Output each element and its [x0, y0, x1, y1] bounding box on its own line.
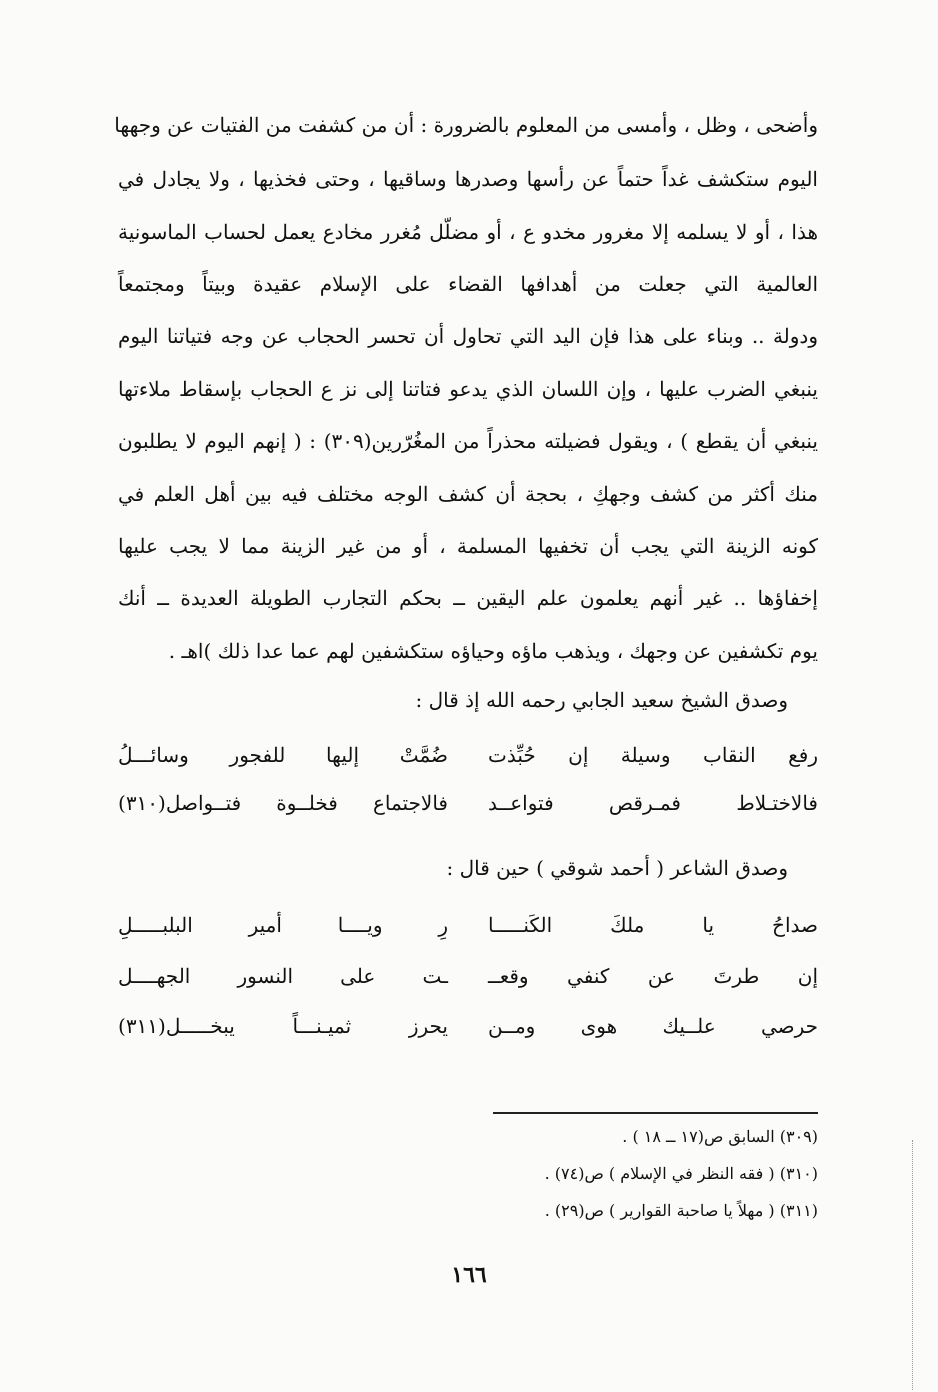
verse-second-hemistich: ضُمَّتْ إليها للفجور وسائـــلُ — [118, 743, 448, 767]
verse-row — [118, 1003, 818, 1049]
text-line: ينبغي أن يقطع ) ، ويقول فضيلته محذراً من المغُرّرين(٣٠٩) : ( إنهم اليوم لا يطلبون — [118, 429, 818, 453]
text-line: اليوم ستكشف غداً حتماً عن رأسها وصدرها وساقيها ، وحتى فخذيها ، ولا يجادل في — [118, 167, 818, 191]
footnote: (٣١١) ( مهلاً يا صاحبة القوارير ) ص(٢٩) . — [544, 1201, 818, 1220]
verse-first-hemistich: رفع النقاب وسيلة إن حُبِّذت — [488, 743, 818, 767]
text-line: العالمية التي جعلت من أهدافها القضاء على الإسلام عقيدة وبيتاً ومجتمعاً — [118, 272, 818, 296]
verse-second-hemistich: ـت على النسور الجهــــل — [118, 964, 448, 988]
text-line: كونه الزينة التي يجب أن تخفيها المسلمة ، أو من غير الزينة مما لا يجب عليها — [118, 534, 818, 558]
verse-row — [118, 953, 818, 999]
verse-second-hemistich: رِ ويــــا أمير البلبـــــلِ — [118, 913, 448, 937]
verse-row — [118, 902, 818, 948]
text-line: إخفاؤها .. غير أنهم يعلمون علم اليقين ــ بحكم التجارب الطويلة العديدة ــ أنك — [118, 586, 818, 610]
verse-first-hemistich: فالاختـلاط فمـرقص فتواعــد — [488, 791, 818, 815]
footnote: (٣٠٩) السابق ص(١٧ ــ ١٨ ) . — [622, 1127, 818, 1146]
verse-first-hemistich: إن طرتَ عن كنفي وقعــ — [488, 964, 818, 988]
text-line: منك أكثر من كشف وجهكِ ، بحجة أن كشف الوجه مختلف فيه بين أهل العلم في — [118, 482, 818, 506]
text-line: ينبغي الضرب عليها ، وإن اللسان الذي يدعو فتاتنا إلى نز ع الحجاب بإسقاط ملاءتها — [118, 377, 818, 401]
page-edge-mark — [912, 1140, 919, 1390]
poem-intro-1: وصدق الشيخ سعيد الجابي رحمه الله إذ قال : — [415, 688, 788, 712]
verse-second-hemistich: يحرز ثميـنـــاً يبخـــــل(٣١١) — [118, 1014, 448, 1038]
page-number: ١٦٦ — [451, 1262, 487, 1288]
verse-row — [118, 780, 818, 826]
text-line: وأضحى ، وظل ، وأمسى من المعلوم بالضرورة : أن من كشفت من الفتيات عن وجهها — [114, 113, 818, 137]
text-line: هذا ، أو لا يسلمه إلا مغرور مخدو ع ، أو مضلّل مُغرر مخادع يعمل لحساب الماسونية — [118, 220, 818, 244]
footnote-separator — [493, 1112, 818, 1114]
verse-second-hemistich: فالاجتماع فخلــوة فتــواصل(٣١٠) — [118, 791, 448, 815]
verse-first-hemistich: حرصي علــيك هوى ومــن — [488, 1014, 818, 1038]
text-line-last: يوم تكشفين عن وجهك ، ويذهب ماؤه وحياؤه ستكشفين لهم عما عدا ذلك )اهـ . — [168, 639, 818, 663]
footnote: (٣١٠) ( فقه النظر في الإسلام ) ص(٧٤) . — [544, 1164, 818, 1183]
verse-first-hemistich: صداحُ يا ملكَ الكَنـــــا — [488, 913, 818, 937]
verse-row — [118, 732, 818, 778]
text-line: ودولة .. وبناء على هذا فإن اليد التي تحاول أن تحسر الحجاب عن وجه فتياتنا اليوم — [118, 324, 818, 348]
poem-intro-2: وصدق الشاعر ( أحمد شوقي ) حين قال : — [446, 856, 788, 880]
